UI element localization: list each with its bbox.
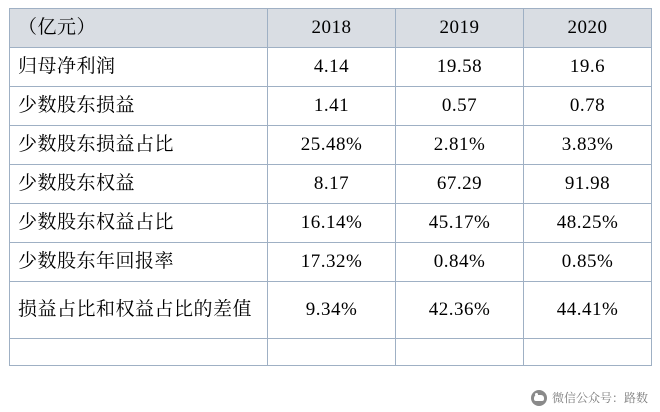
- row-label: 少数股东权益: [10, 165, 268, 204]
- table-row: [10, 243, 652, 282]
- row-value: 42.36%: [396, 282, 524, 339]
- row-value: 67.29: [396, 165, 524, 204]
- row-value: 0.57: [396, 87, 524, 126]
- row-value: 19.58: [396, 48, 524, 87]
- row-value: 44.41%: [524, 282, 652, 339]
- document-page: [0, 8, 660, 412]
- table-row-empty: [10, 339, 652, 366]
- row-value: [268, 339, 396, 366]
- row-label: 少数股东权益占比: [10, 204, 268, 243]
- table-row: [10, 282, 652, 339]
- financial-table: [9, 8, 652, 366]
- row-value: 8.17: [268, 165, 396, 204]
- row-value: 3.83%: [524, 126, 652, 165]
- row-label: 损益占比和权益占比的差值: [10, 282, 268, 339]
- row-label: 归母净利润: [10, 48, 268, 87]
- table-header-cell-2019: 2019: [396, 9, 524, 48]
- row-value: [396, 339, 524, 366]
- row-value: 17.32%: [268, 243, 396, 282]
- row-value: 45.17%: [396, 204, 524, 243]
- row-value: 0.84%: [396, 243, 524, 282]
- account-avatar-icon: [531, 390, 547, 406]
- table-row: [10, 165, 652, 204]
- watermark-text: 微信公众号：路数: [551, 391, 648, 405]
- row-value: 0.78: [524, 87, 652, 126]
- row-value: 9.34%: [268, 282, 396, 339]
- row-value: 16.14%: [268, 204, 396, 243]
- row-value: 25.48%: [268, 126, 396, 165]
- table-header-cell-2018: 2018: [268, 9, 396, 48]
- table-row: [10, 48, 652, 87]
- row-value: 0.85%: [524, 243, 652, 282]
- row-label: 少数股东损益: [10, 87, 268, 126]
- row-value: 91.98: [524, 165, 652, 204]
- row-label: 少数股东年回报率: [10, 243, 268, 282]
- row-value: [524, 339, 652, 366]
- table-header-row: [10, 9, 652, 48]
- table-header-cell-2020: 2020: [524, 9, 652, 48]
- watermark: [531, 389, 648, 406]
- row-label: [10, 339, 268, 366]
- table-header-cell-unit: （亿元）: [10, 9, 268, 48]
- row-label: 少数股东损益占比: [10, 126, 268, 165]
- row-value: 48.25%: [524, 204, 652, 243]
- row-value: 2.81%: [396, 126, 524, 165]
- table-row: [10, 204, 652, 243]
- row-value: 19.6: [524, 48, 652, 87]
- row-value: 4.14: [268, 48, 396, 87]
- table-row: [10, 87, 652, 126]
- row-value: 1.41: [268, 87, 396, 126]
- table-row: [10, 126, 652, 165]
